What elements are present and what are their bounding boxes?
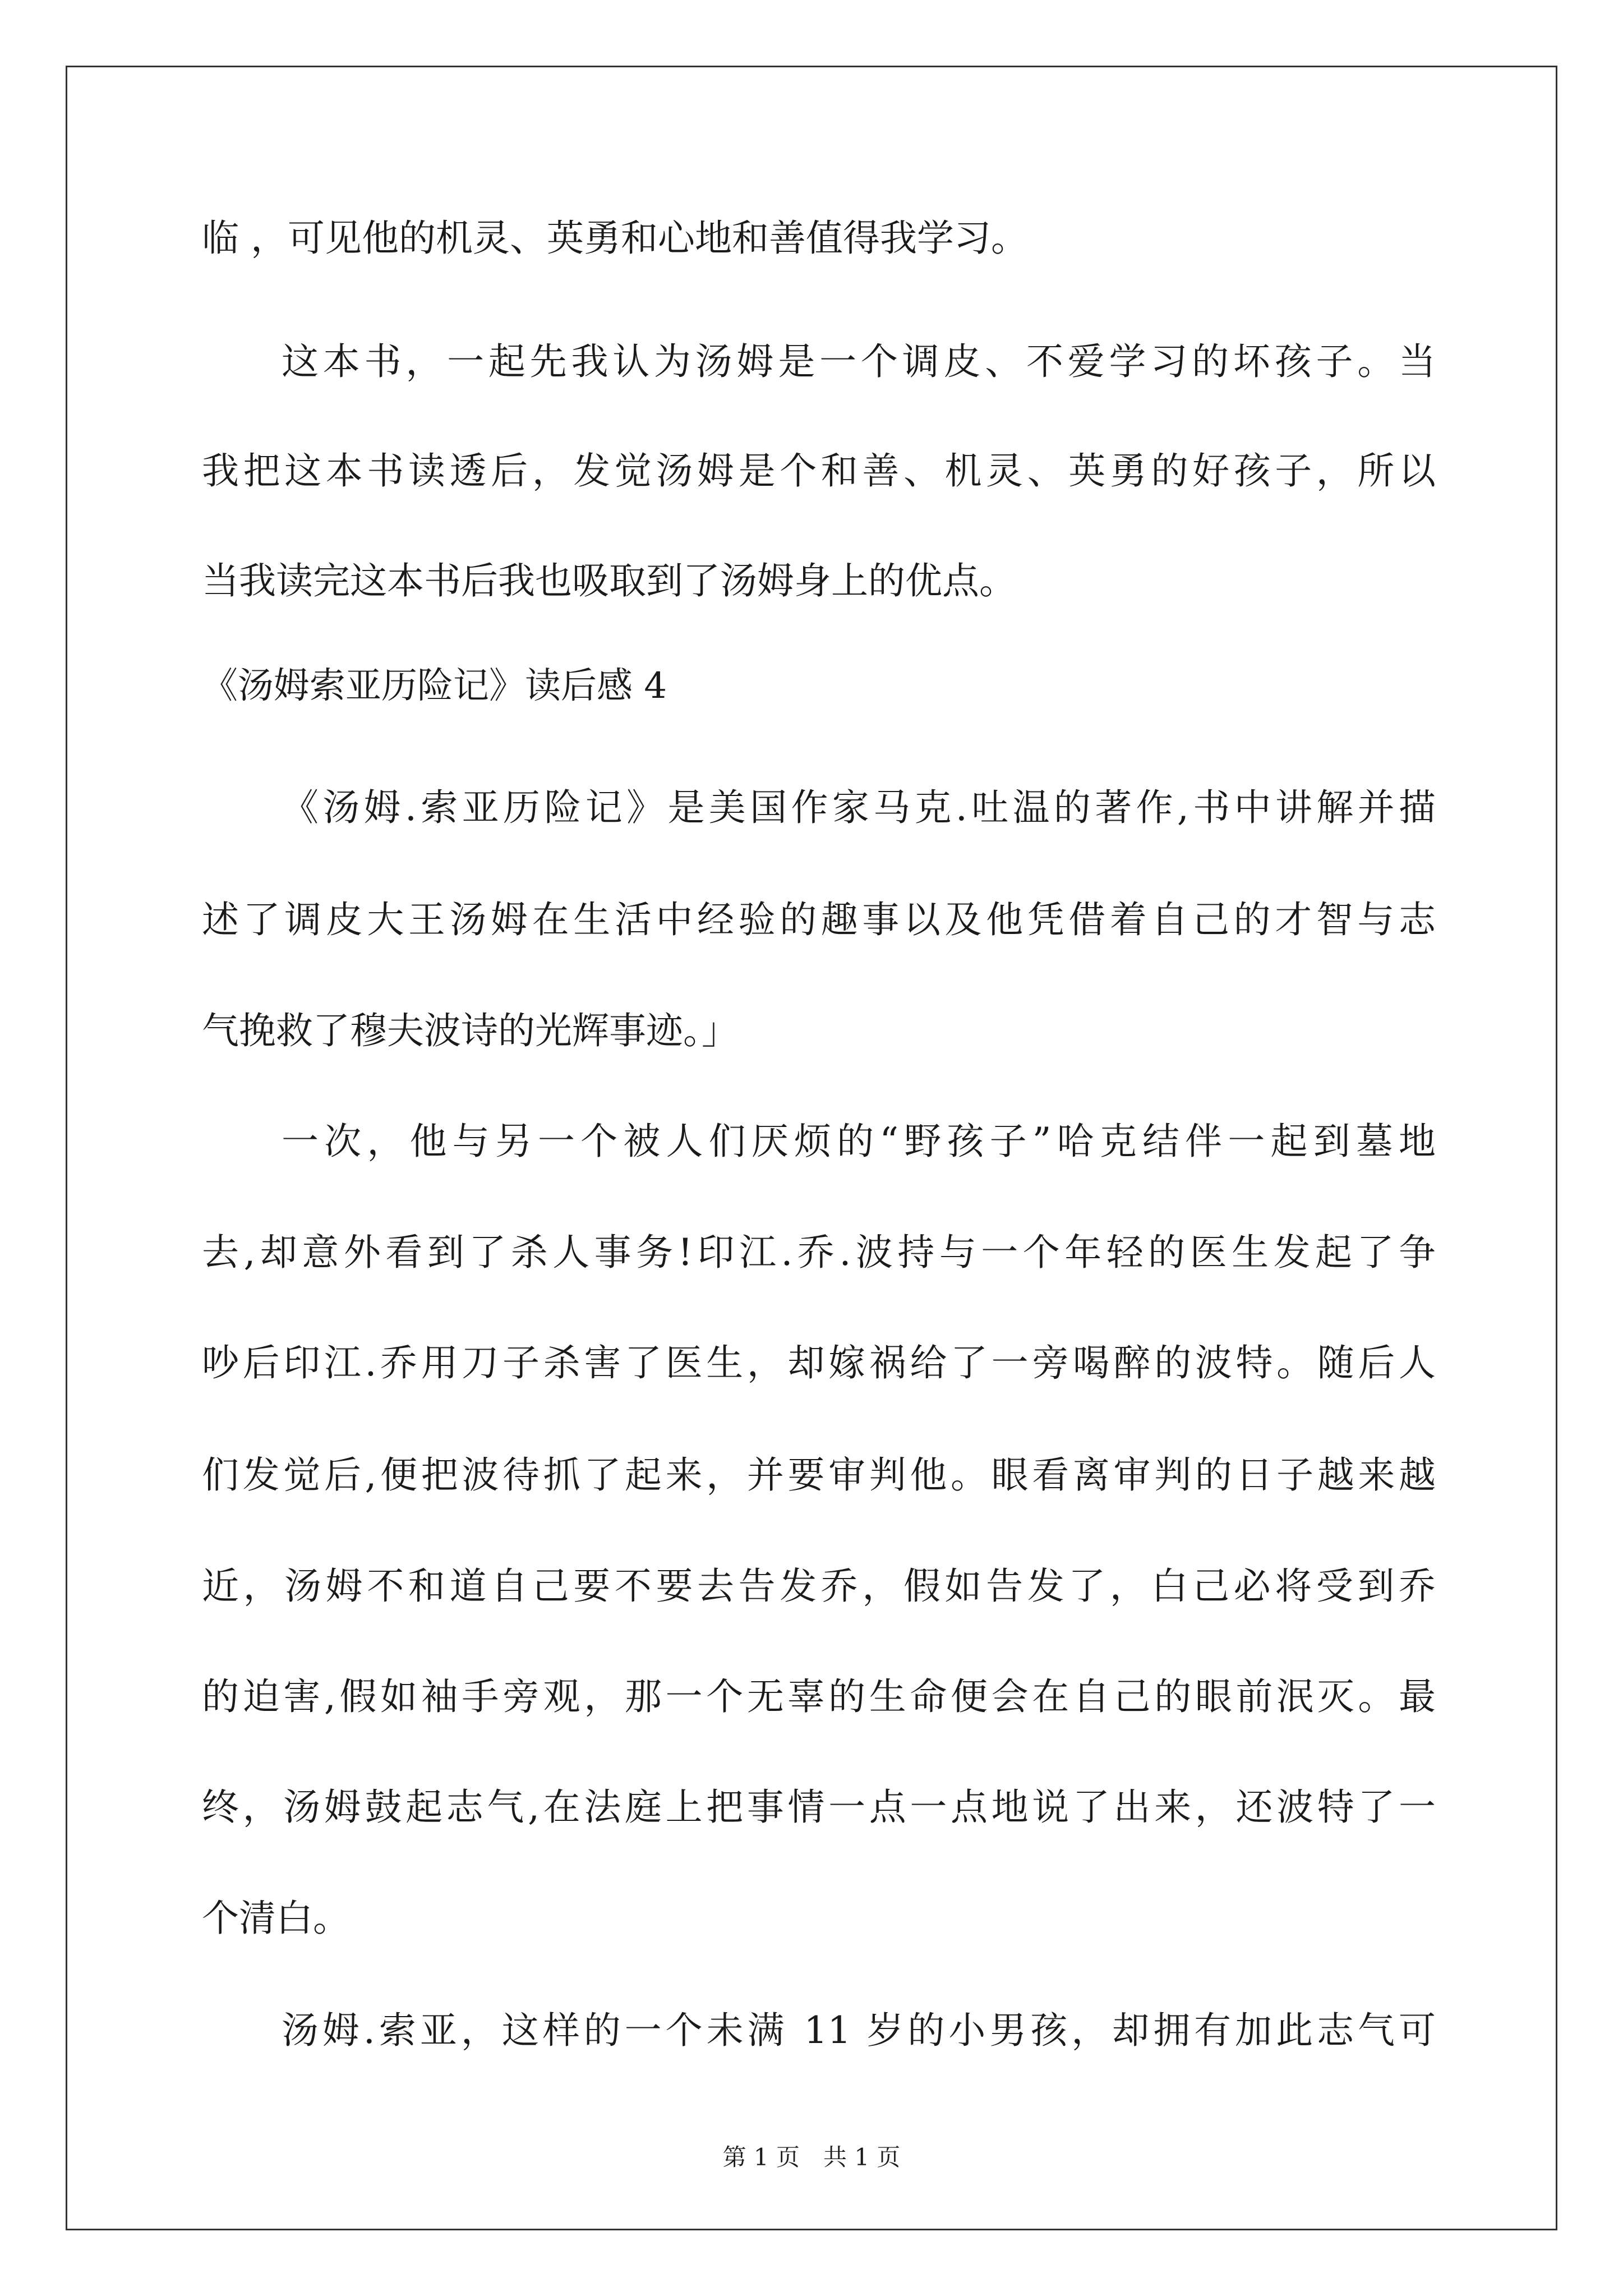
text-line-6: 《汤姆.索亚历险记》是美国作家马克.吐温的著作,书中讲解并描 bbox=[282, 786, 1436, 829]
text-line-9: 一次，他与另一个被人们厌烦的“野孩子”哈克结伴一起到墓地 bbox=[282, 1120, 1436, 1163]
text-line-10: 去,却意外看到了杀人事务!印江.乔.波持与一个年轻的医生发起了争 bbox=[202, 1231, 1436, 1274]
text-line-3: 我把这本书读透后，发觉汤姆是个和善、机灵、英勇的好孩子，所以 bbox=[202, 449, 1436, 493]
text-line-17: 汤姆.索亚，这样的一个未满 11 岁的小男孩，却拥有加此志气可 bbox=[282, 2009, 1436, 2052]
text-line-13: 近，汤姆不和道自己要不要去告发乔，假如告发了，白己必将受到乔 bbox=[202, 1565, 1436, 1608]
text-line-11: 吵后印江.乔用刀子杀害了医生，却嫁祸给了一旁喝醉的波特。随后人 bbox=[202, 1341, 1436, 1384]
text-line-8: 气挽救了穆夫波诗的光辉事迹。」 bbox=[202, 1009, 739, 1052]
page-number-footer: 第 1 页 共 1 页 bbox=[722, 2143, 901, 2171]
text-line-1: 临 ，可见他的机灵、英勇和心地和善值得我学习。 bbox=[202, 217, 1028, 260]
section-heading: 《汤姆索亚历险记》读后感 4 bbox=[202, 665, 667, 707]
text-line-2: 这本书，一起先我认为汤姆是一个调皮、不爱学习的坏孩子。当 bbox=[282, 340, 1436, 383]
text-line-15: 终，汤姆鼓起志气,在法庭上把事情一点一点地说了出来，还波特了一 bbox=[202, 1786, 1436, 1829]
text-line-4: 当我读完这本书后我也吸取到了汤姆身上的优点。 bbox=[202, 559, 1016, 602]
text-line-12: 们发觉后,便把波待抓了起来，并要审判他。眼看离审判的日子越来越 bbox=[202, 1453, 1436, 1497]
text-line-14: 的迫害,假如袖手旁观，那一个无辜的生命便会在自己的眼前泯灭。最 bbox=[202, 1675, 1436, 1718]
text-line-16: 个清白。 bbox=[202, 1897, 350, 1940]
text-line-7: 述了调皮大王汤姆在生活中经验的趣事以及他凭借着自己的才智与志 bbox=[202, 898, 1436, 941]
